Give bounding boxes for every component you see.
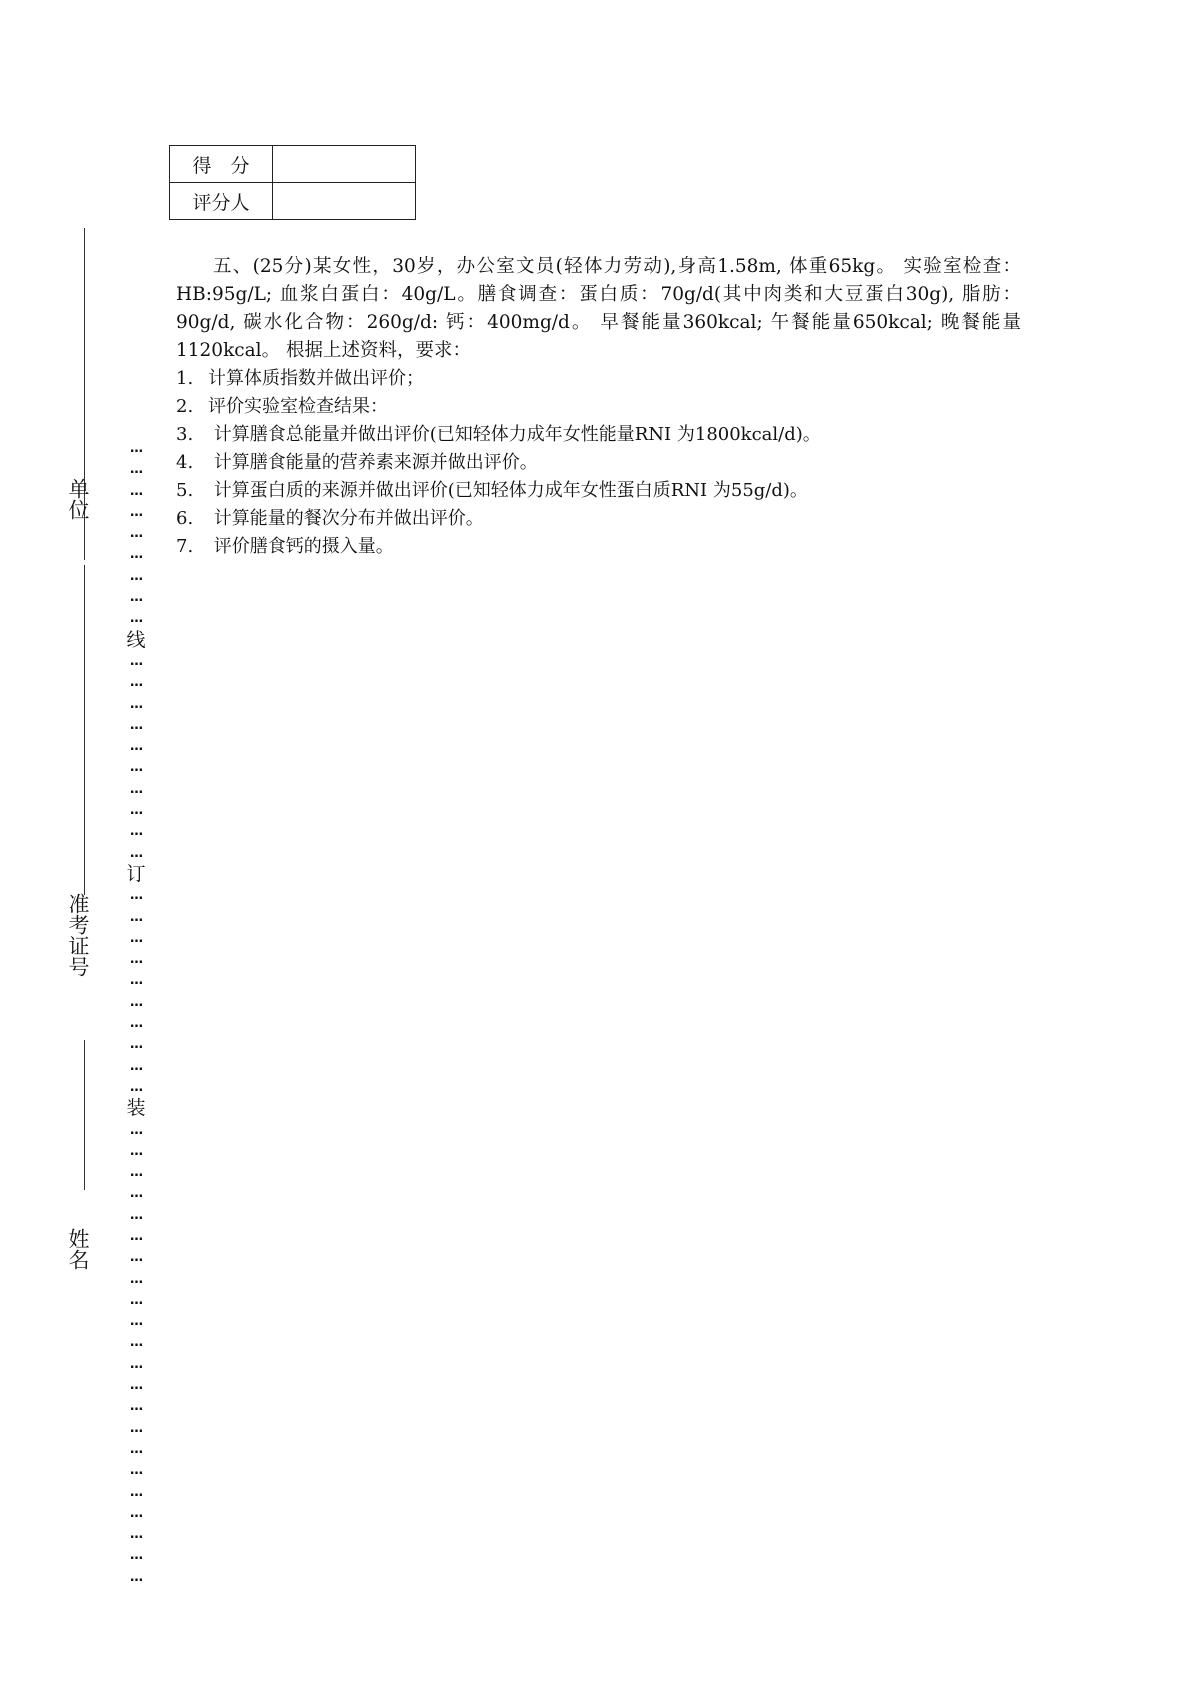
grader-label: 评分人 <box>170 183 273 220</box>
requirement-item <box>176 505 1021 533</box>
requirement-number: 1. <box>176 368 194 389</box>
dot-leader: … <box>130 653 142 669</box>
requirement-number: 5. <box>176 480 194 501</box>
dot-leader: … <box>130 1378 142 1394</box>
grader-value-cell <box>273 183 416 220</box>
dot-leader: … <box>130 717 142 733</box>
dot-leader: … <box>130 526 142 542</box>
dot-leader: … <box>130 1016 142 1032</box>
dot-leader: … <box>130 1122 142 1138</box>
seal-bind-char: 装 <box>126 1097 146 1120</box>
seal-staple-char: 订 <box>126 862 146 885</box>
dot-leader: … <box>130 568 142 584</box>
requirement-item <box>176 365 1021 393</box>
dot-leader: … <box>130 1463 142 1479</box>
requirement-item <box>176 477 1021 505</box>
question-stem: 五、(25分)某女性，30岁，办公室文员(轻体力劳动),身高1.58m, 体重65kg。 实验室检查：HB:95g/L; 血浆白蛋白：40g/L。膳食调查：蛋白质：70g/d(其中肉类和大豆蛋白30g), 脂肪：90g/d, 碳水化合物：260g/d: 钙：400mg/d。 早餐能量360kcal; 午餐能量650kcal; 晚餐能量1120kcal。 根据上述资料，要求： <box>176 256 1021 361</box>
dot-leader: … <box>130 611 142 627</box>
dot-leader: … <box>130 739 142 755</box>
dot-leader: … <box>130 803 142 819</box>
grader-row <box>170 183 416 220</box>
dot-leader: … <box>130 1186 142 1202</box>
requirement-text: 计算体质指数并做出评价； <box>208 368 424 389</box>
dot-leader: … <box>130 1143 142 1159</box>
requirement-list <box>176 365 1021 561</box>
requirement-text: 计算能量的餐次分布并做出评价。 <box>208 508 484 529</box>
dot-leader: … <box>130 1292 142 1308</box>
dot-leader: … <box>130 1356 142 1372</box>
name-label: 姓名 <box>66 1228 90 1270</box>
score-value-cell <box>273 146 416 183</box>
dot-leader: … <box>130 909 142 925</box>
requirement-item <box>176 449 1021 477</box>
requirement-number: 3. <box>176 424 194 445</box>
unit-label: 单位 <box>66 478 90 520</box>
requirement-number: 2. <box>176 396 194 417</box>
requirement-item <box>176 421 1021 449</box>
dot-leader: … <box>130 952 142 968</box>
dot-leader: … <box>130 1505 142 1521</box>
dot-leader: … <box>130 1165 142 1181</box>
requirement-number: 4. <box>176 452 194 473</box>
requirement-text: 评价实验室检查结果： <box>208 396 388 417</box>
dot-leader: … <box>130 1271 142 1287</box>
dot-leader: … <box>130 1399 142 1415</box>
score-table <box>169 145 416 220</box>
dot-leader: … <box>130 675 142 691</box>
dot-leader: … <box>130 1058 142 1074</box>
dot-leader: … <box>130 1484 142 1500</box>
question-block <box>176 253 1021 561</box>
binding-line <box>120 438 152 1588</box>
dot-leader: … <box>130 462 142 478</box>
dot-leader: … <box>130 781 142 797</box>
dot-leader: … <box>130 1207 142 1223</box>
requirement-text: 评价膳食钙的摄入量。 <box>208 536 394 557</box>
score-label: 得 分 <box>170 146 273 183</box>
seal-line-char: 线 <box>126 628 146 651</box>
requirement-text: 计算膳食总能量并做出评价(已知轻体力成年女性能量RNI 为1800kcal/d)。 <box>208 424 821 445</box>
dot-leader: … <box>130 1569 142 1585</box>
requirement-text: 计算蛋白质的来源并做出评价(已知轻体力成年女性蛋白质RNI 为55g/d)。 <box>208 480 808 501</box>
dot-leader: … <box>130 504 142 520</box>
dot-leader: … <box>130 930 142 946</box>
requirement-item <box>176 533 1021 561</box>
dot-leader: … <box>130 845 142 861</box>
dot-leader: … <box>130 696 142 712</box>
dot-leader: … <box>130 973 142 989</box>
dot-leader: … <box>130 888 142 904</box>
requirement-number: 6. <box>176 508 194 529</box>
dot-leader: … <box>130 441 142 456</box>
dot-leader: … <box>130 1420 142 1436</box>
requirement-text: 计算膳食能量的营养素来源并做出评价。 <box>208 452 538 473</box>
score-row <box>170 146 416 183</box>
exam-number-label: 准考证号 <box>66 893 90 977</box>
dot-leader: … <box>130 483 142 499</box>
dot-leader: … <box>130 1228 142 1244</box>
requirement-item <box>176 393 1021 421</box>
dot-leader: … <box>130 1079 142 1095</box>
exam-number-fill-line <box>84 565 85 895</box>
dot-leader: … <box>130 1250 142 1266</box>
dot-leader: … <box>130 1441 142 1457</box>
dot-leader: … <box>130 1335 142 1351</box>
dot-leader: … <box>130 994 142 1010</box>
name-fill-line <box>84 1040 85 1190</box>
dot-leader: … <box>130 590 142 606</box>
dot-leader: … <box>130 1314 142 1330</box>
dot-leader: … <box>130 824 142 840</box>
dot-leader: … <box>130 547 142 563</box>
dot-leader: … <box>130 760 142 776</box>
dot-leader: … <box>130 1037 142 1053</box>
dot-leader: … <box>130 1527 142 1543</box>
requirement-number: 7. <box>176 536 194 557</box>
dot-leader: … <box>130 1548 142 1564</box>
